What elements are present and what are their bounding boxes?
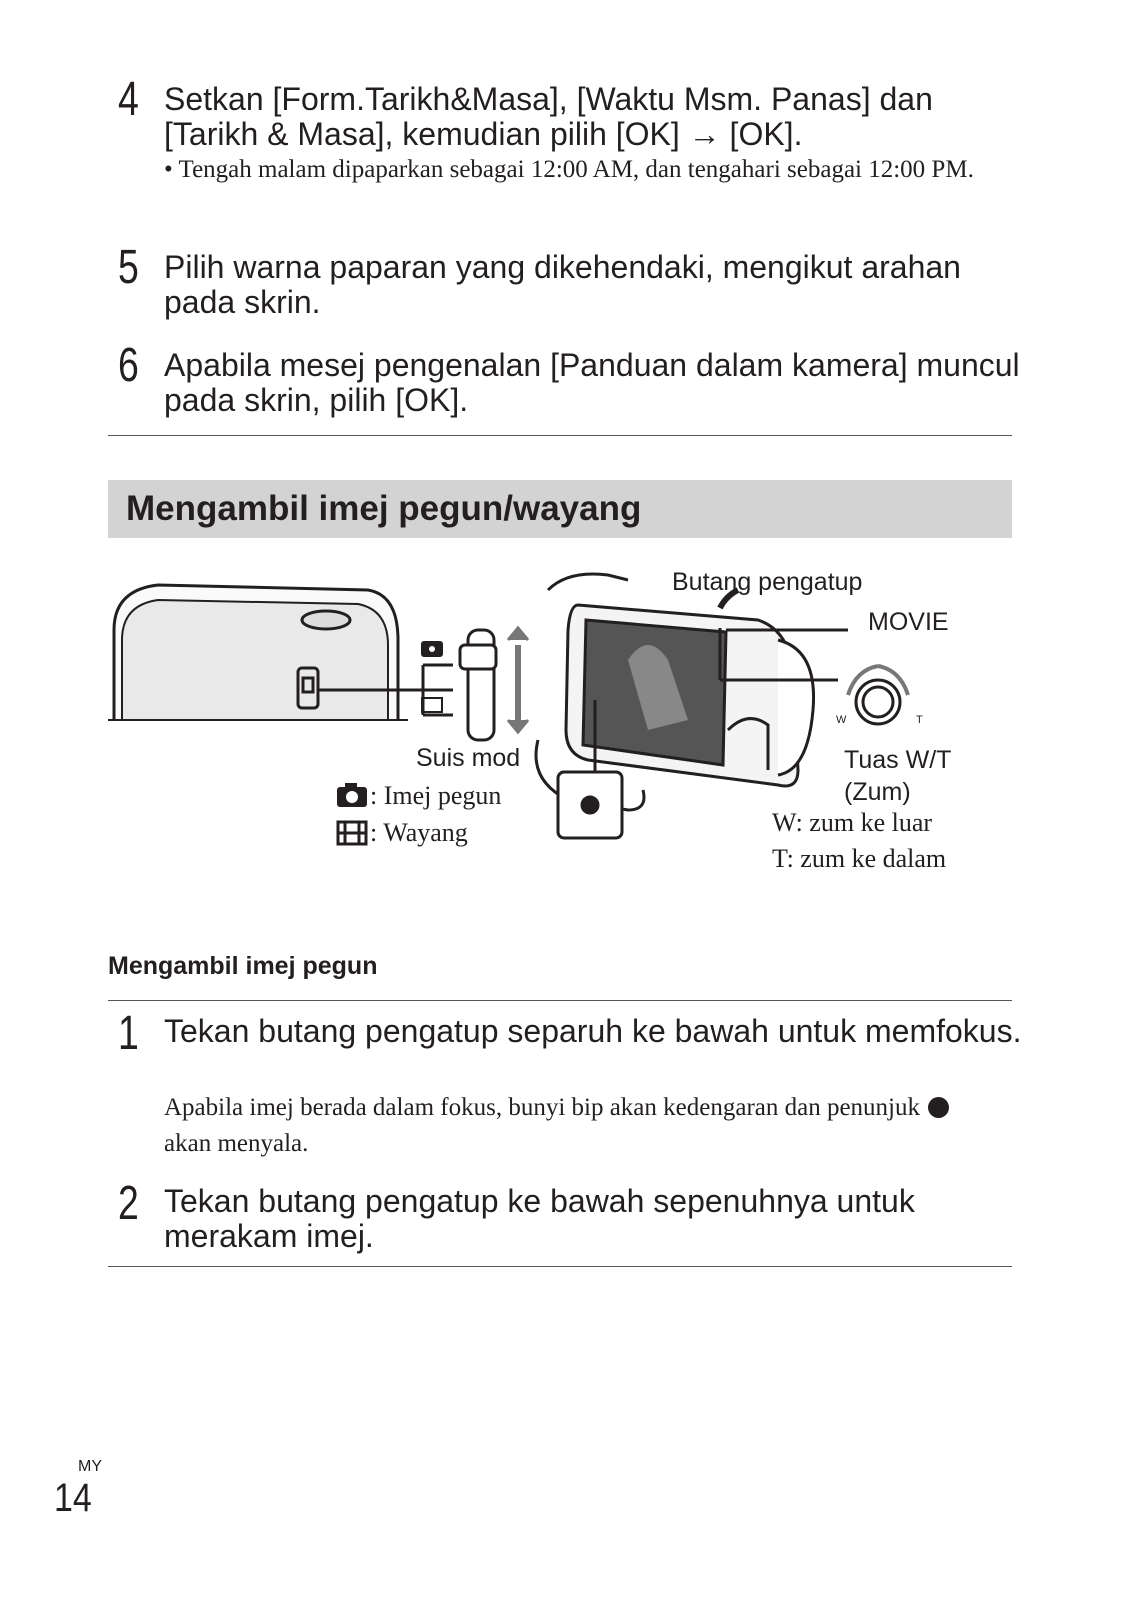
section-header xyxy=(108,480,1012,538)
shutter-button-label: Butang pengatup xyxy=(672,568,863,596)
movie-film-icon xyxy=(422,698,442,712)
zoom-lever-icon xyxy=(848,666,908,724)
tele-icon: T xyxy=(916,714,923,726)
divider xyxy=(108,1000,1012,1001)
subheading: Mengambil imej pegun xyxy=(108,952,378,980)
step-number: 4 xyxy=(118,73,139,126)
step-note-part: akan menyala. xyxy=(164,1130,309,1157)
divider xyxy=(108,1266,1012,1267)
zoom-out-text: W: zum ke luar xyxy=(772,808,933,837)
step-note: • Tengah malam dipaparkan sebagai 12:00 AM, dan tengahari sebagai 12:00 PM. xyxy=(164,156,974,183)
camera-top-view xyxy=(108,585,408,720)
step-text: Apabila mesej pengenalan [Panduan dalam kamera] muncul pada skrin, pilih [OK]. xyxy=(164,347,1020,418)
region-code: MY xyxy=(78,1458,102,1475)
wide-icon: W xyxy=(836,714,847,726)
step-number: 6 xyxy=(118,339,139,392)
camera-icon xyxy=(336,782,368,806)
page-number: 14 xyxy=(54,1476,92,1520)
step-text: Pilih warna paparan yang dikehendaki, mengikut arahan pada skrin. xyxy=(164,249,961,320)
step-number: 2 xyxy=(118,1177,139,1230)
step-text: Tekan butang pengatup separuh ke bawah untuk memfokus. xyxy=(164,1013,1022,1049)
zoom-in-text: T: zum ke dalam xyxy=(772,844,947,873)
still-mode-legend: : Imej pegun xyxy=(370,781,502,810)
divider xyxy=(108,435,1012,436)
zoom-lever-label: Tuas W/T xyxy=(844,746,952,774)
step-text: Setkan [Form.Tarikh&Masa], [Waktu Msm. Panas] dan [Tarikh & Masa], kemudian pilih [OK] → [OK]. xyxy=(164,81,933,152)
step-number: 1 xyxy=(118,1007,139,1060)
focus-indicator-icon xyxy=(928,1097,949,1118)
step-number: 5 xyxy=(118,241,139,294)
zoom-lever-sublabel: (Zum) xyxy=(844,778,911,806)
mode-switch-label: Suis mod xyxy=(416,744,521,772)
movie-button-label: MOVIE xyxy=(868,608,949,636)
movie-film-icon xyxy=(336,820,368,844)
step-note xyxy=(164,1090,1004,1162)
step-note-part: Apabila imej berada dalam fokus, bunyi bip akan kedengaran dan penunjuk xyxy=(164,1094,921,1121)
step-text: Tekan butang pengatup ke bawah sepenuhnya untuk merakam imej. xyxy=(164,1183,915,1254)
section-title: Mengambil imej pegun/wayang xyxy=(126,489,642,528)
movie-mode-legend: : Wayang xyxy=(370,818,468,847)
camera-icon xyxy=(422,642,442,656)
